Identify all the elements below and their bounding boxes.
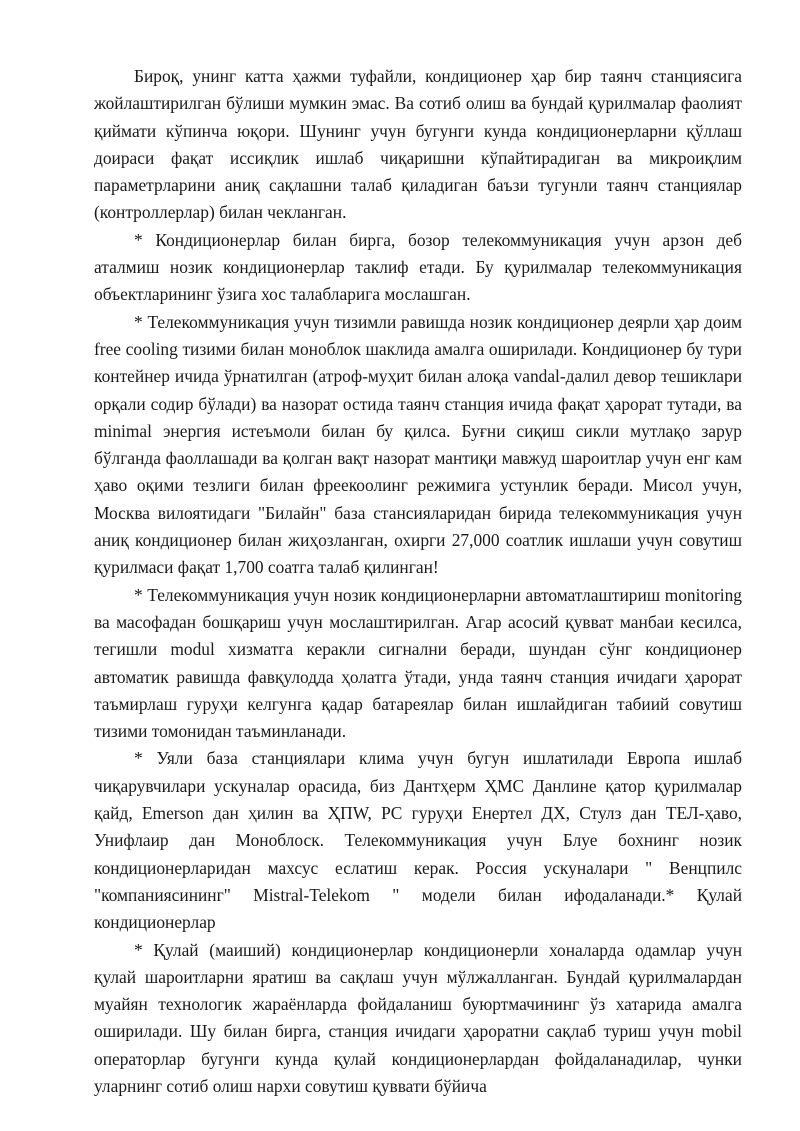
paragraph-4: * Телекоммуникация учун нозик кондиционерларни автоматлаштириш monitoring ва масофадан бошқариш учун мослаштирилган. Агар асосий қувват манбаи кесилса, тегишли modul хизматга керакли сигнални беради, шундан сўнг кондиционер автоматик равишда фавқулодда ҳолатга ўтади, унда таянч станция ичидаги ҳарорат таъмирлаш гуруҳи келгунга қадар батареялар билан ишлайдиган табиий совутиш тизими томонидан таъминланади. xyxy=(94,584,742,742)
paragraph-1: Бироқ, унинг катта ҳажми туфайли, кондиционер ҳар бир таянч станциясига жойлаштирилган бўлиши мумкин эмас. Ва сотиб олиш ва бундай қурилмалар фаолият қиймати кўпинча юқори. Шунинг учун бугунги кунда кондиционерларни қўллаш доираси фақат иссиқлик ишлаб чиқаришни кўпайтирадиган ва микроиқлим параметрларини аниқ сақлашни талаб қиладиган баъзи тугунли таянч станциялар (контроллерлар) билан чекланган. xyxy=(94,66,742,223)
paragraph-3: * Телекоммуникация учун тизимли равишда нозик кондиционер деярли ҳар доим free cooling тизими билан моноблок шаклида амалга оширилади. Кондиционер бу тури контейнер ичида ўрнатилган (атроф-муҳит билан алоқа vandal-далил девор тешиклари орқали содир бўлади) ва назорат остида таянч станция ичида фақат ҳарорат тутади, ва minimal энергия истеъмоли билан бу қилса. Буғни сиқиш сикли мутлақо зарур бўлганда фаоллашади ва қолган вақт назорат мантиқи мавжуд шароитлар учун енг кам ҳаво оқими тезлиги билан фреекоолинг режимига устунлик беради. Мисол учун, Москва вилоятидаги "Билайн" база стансияларидан бирида телекоммуникация учун аниқ кондиционер билан жиҳозланган, охирги 27,000 соатлик ишлаши учун совутиш қурилмаси фақат 1,700 соатга талаб қилинган! xyxy=(94,311,742,578)
paragraph-5: * Уяли база станциялари клима учун бугун ишлатилади Европа ишлаб чиқарувчилари ускуналар орасида, биз Дантҳерм ҲМС Данлине қатор қурилмалар қайд, Emerson дан ҳилин ва ҲПW, PC гуруҳи Енертел ДХ, Стулз дан ТЕЛ-ҳаво, Унифлаир дан Моноблоск. Телекоммуникация учун Блуе бохнинг нозик кондиционерларидан махсус еслатиш керак. Россия ускуналари " Венцпилс "компаниясининг" Mistral-Telekom " модели билан ифодаланади.* Қулай кондиционерлар xyxy=(94,748,742,933)
paragraph-6: * Қулай (маиший) кондиционерлар кондиционерли хоналарда одамлар учун қулай шароитларни яратиш ва сақлаш учун мўлжалланган. Бундай қурилмалардан муайян технологик жараёнларда фойдаланиш буюртмачининг ўз хатарида амалга оширилади. Шу билан бирга, станция ичидаги ҳароратни сақлаб туриш учун mobil операторлар бугунги кунда қулай кондиционерлардан фойдаланадилар, чунки уларнинг сотиб олиш нархи совутиш қуввати бўйича xyxy=(94,939,742,1096)
paragraph-2: * Кондиционерлар билан бирга, бозор телекоммуникация учун арзон деб аталмиш нозик кондиционерлар таклиф етади. Бу қурилмалар телекоммуникация объектларининг ўзига хос талабларига мослашган. xyxy=(94,229,742,305)
document-page xyxy=(94,63,742,1100)
